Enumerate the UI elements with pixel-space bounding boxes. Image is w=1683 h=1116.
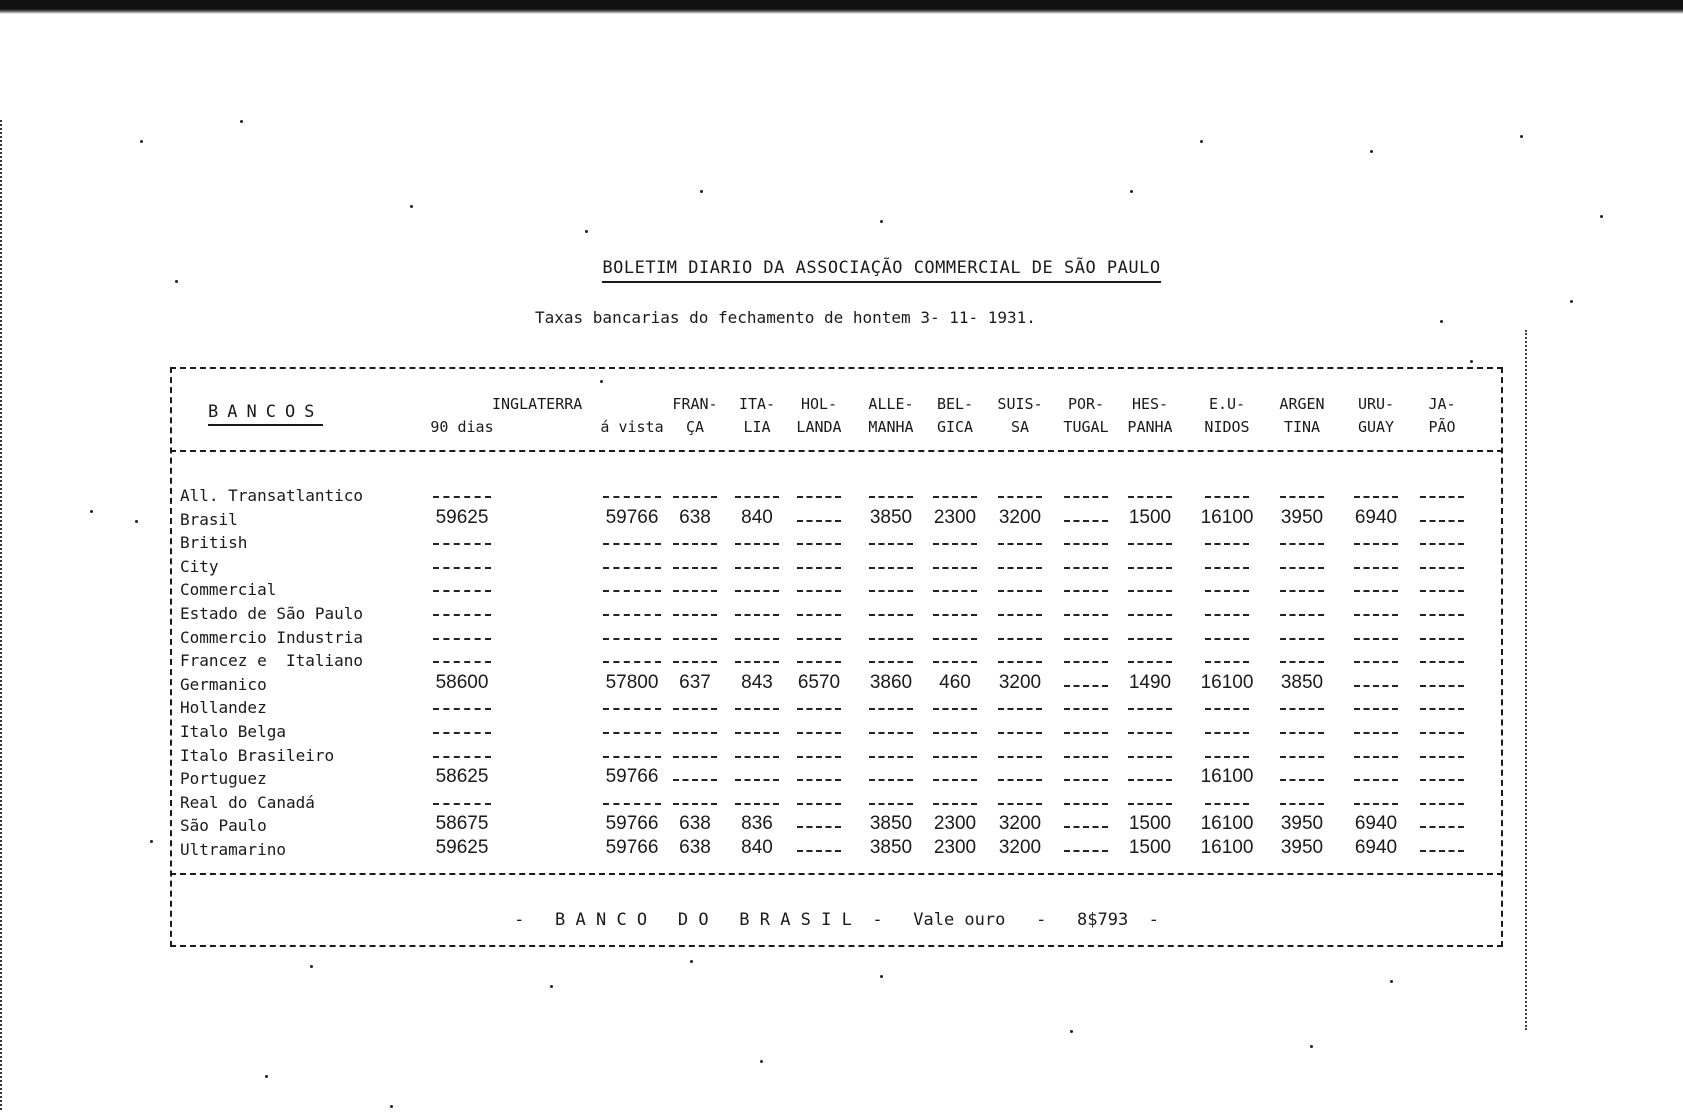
empty-rate-dash [603,661,661,663]
empty-rate-dash [1205,590,1249,592]
empty-rate-dash [933,496,977,498]
column-header-1: á vista [600,418,664,436]
rate-value: 16100 [1200,837,1254,858]
empty-rate-dash [1205,543,1249,545]
empty-rate-dash [1420,543,1464,545]
empty-rate-dash [735,732,779,734]
speck [410,205,413,208]
empty-rate-dash [933,803,977,805]
speck [760,1060,763,1063]
empty-rate-dash [869,661,913,663]
empty-rate-dash [1064,638,1108,640]
rate-value: 3850 [1280,671,1324,693]
empty-rate-dash [735,803,779,805]
empty-rate-dash [1128,803,1172,805]
empty-rate-dash [433,732,491,734]
column-header-0: 90 dias [430,418,494,436]
rate-value: 3850 [869,506,913,528]
bank-name: Italo Belga [180,722,286,741]
bank-name: Hollandez [180,698,267,718]
empty-rate-dash [797,614,841,616]
empty-rate-dash [797,661,841,663]
empty-rate-dash [603,614,661,616]
empty-rate-dash [1128,543,1172,545]
empty-rate-dash [735,708,779,710]
empty-rate-dash [603,590,661,592]
column-header-9: HES- PANHA [1127,395,1173,436]
rate-value: 2300 [933,837,977,858]
empty-rate-dash [1420,661,1464,663]
rate-value: 59766 [605,766,659,788]
speck [1390,980,1393,983]
bank-name: Italo Brasileiro [180,745,335,765]
empty-rate-dash [933,779,977,781]
empty-rate-dash [433,496,491,498]
speck [585,230,588,233]
rate-value: 59625 [435,837,489,858]
empty-rate-dash [1064,567,1108,569]
empty-rate-dash [1420,520,1464,522]
rate-value: 6940 [1354,506,1398,528]
empty-rate-dash [1205,756,1249,758]
empty-rate-dash [603,756,661,758]
empty-rate-dash [735,567,779,569]
empty-rate-dash [735,638,779,640]
speck [1470,360,1473,363]
rate-value: 840 [741,506,773,528]
bank-name: Real do Canadá [180,792,315,812]
rate-value: 1500 [1128,837,1172,858]
empty-rate-dash [797,520,841,522]
empty-rate-dash [603,567,661,569]
rate-value: 16100 [1200,813,1254,835]
empty-rate-dash [673,543,717,545]
rate-value: 16100 [1200,671,1254,693]
empty-rate-dash [1420,567,1464,569]
empty-rate-dash [1064,661,1108,663]
rate-value: 59766 [605,506,659,528]
column-header-8: POR- TUGAL [1063,395,1109,436]
empty-rate-dash [1064,496,1108,498]
empty-rate-dash [433,708,491,710]
rate-value: 58675 [435,813,489,835]
empty-rate-dash [673,661,717,663]
empty-rate-dash [797,732,841,734]
column-header-5: ALLE- MANHA [868,395,914,436]
document-title-text: BOLETIM DIARIO DA ASSOCIAÇÃO COMMERCIAL DE SÃO PAULO [602,258,1160,283]
speck [310,965,313,968]
bank-name: City [180,556,219,576]
rate-value: 3200 [998,671,1042,693]
speck [1370,150,1373,153]
empty-rate-dash [1354,756,1398,758]
header-divider [170,450,1503,452]
rate-value: 6570 [797,671,841,693]
empty-rate-dash [998,638,1042,640]
rate-value: 3850 [869,813,913,835]
speck [550,985,553,988]
empty-rate-dash [998,614,1042,616]
column-header-6: BEL- GICA [936,395,974,436]
empty-rate-dash [998,732,1042,734]
empty-rate-dash [1128,732,1172,734]
empty-rate-dash [797,850,841,852]
rate-value: 58600 [435,671,489,693]
empty-rate-dash [1420,614,1464,616]
rate-value: 1490 [1128,671,1172,693]
empty-rate-dash [998,661,1042,663]
empty-rate-dash [998,708,1042,710]
empty-rate-dash [673,567,717,569]
column-header-13: JA- PÃO [1428,395,1456,436]
speck [700,190,703,193]
empty-rate-dash [1280,803,1324,805]
empty-rate-dash [1420,732,1464,734]
rate-value: 59766 [605,837,659,858]
empty-rate-dash [1354,496,1398,498]
empty-rate-dash [735,756,779,758]
empty-rate-dash [1354,614,1398,616]
empty-rate-dash [1064,708,1108,710]
empty-rate-dash [603,732,661,734]
rate-value: 57800 [605,671,659,693]
empty-rate-dash [869,614,913,616]
empty-rate-dash [673,590,717,592]
rate-value: 6940 [1354,813,1398,835]
empty-rate-dash [1420,685,1464,687]
speck [690,960,693,963]
empty-rate-dash [433,614,491,616]
empty-rate-dash [1128,638,1172,640]
empty-rate-dash [1280,590,1324,592]
speck [390,1105,393,1108]
empty-rate-dash [673,779,717,781]
bank-name: São Paulo [180,816,267,836]
empty-rate-dash [433,543,491,545]
empty-rate-dash [1420,850,1464,852]
empty-rate-dash [797,756,841,758]
rate-value: 6940 [1354,837,1398,858]
empty-rate-dash [1205,567,1249,569]
empty-rate-dash [673,803,717,805]
column-header-3: ITA- LIA [738,395,776,436]
empty-rate-dash [998,756,1042,758]
empty-rate-dash [1420,803,1464,805]
empty-rate-dash [433,638,491,640]
empty-rate-dash [1280,638,1324,640]
speck [1570,300,1573,303]
column-header-2: FRAN- ÇA [672,395,718,436]
empty-rate-dash [673,732,717,734]
empty-rate-dash [1128,708,1172,710]
empty-rate-dash [1205,661,1249,663]
bank-name: Commercial [180,580,277,600]
speck [1070,1030,1073,1033]
empty-rate-dash [1128,567,1172,569]
rates-table-frame [170,367,1503,947]
empty-rate-dash [1128,756,1172,758]
empty-rate-dash [603,496,661,498]
empty-rate-dash [1354,638,1398,640]
rate-value: 638 [679,506,711,528]
empty-rate-dash [797,496,841,498]
empty-rate-dash [1128,496,1172,498]
rate-value: 637 [679,671,711,693]
speck [265,1075,268,1078]
empty-rate-dash [998,590,1042,592]
rate-value: 3200 [998,837,1042,858]
empty-rate-dash [1420,590,1464,592]
empty-rate-dash [869,543,913,545]
speck [1440,320,1443,323]
banco-do-brasil-gold-rate: - B A N C O D O B R A S I L - Vale ouro - 8$793 - [514,910,1159,930]
empty-rate-dash [1128,661,1172,663]
bank-name: Germanico [180,674,267,694]
empty-rate-dash [933,661,977,663]
speck [1600,215,1603,218]
empty-rate-dash [1128,614,1172,616]
empty-rate-dash [1205,708,1249,710]
empty-rate-dash [1205,732,1249,734]
empty-rate-dash [1128,590,1172,592]
speck [90,510,93,513]
empty-rate-dash [1420,756,1464,758]
empty-rate-dash [1280,614,1324,616]
empty-rate-dash [1064,803,1108,805]
empty-rate-dash [1280,567,1324,569]
empty-rate-dash [433,590,491,592]
rate-value: 836 [741,813,773,835]
empty-rate-dash [603,803,661,805]
empty-rate-dash [603,638,661,640]
scan-right-edge [1525,330,1527,1030]
column-header-7: SUIS- SA [997,395,1043,436]
empty-rate-dash [869,590,913,592]
empty-rate-dash [1354,590,1398,592]
rate-value: 1500 [1128,506,1172,528]
empty-rate-dash [433,803,491,805]
rate-value: 638 [679,813,711,835]
empty-rate-dash [433,661,491,663]
banks-column-header: BANCOS [208,402,323,426]
rate-value: 3950 [1280,837,1324,858]
rate-value: 3860 [869,671,913,693]
empty-rate-dash [933,708,977,710]
empty-rate-dash [933,567,977,569]
empty-rate-dash [1280,732,1324,734]
empty-rate-dash [1064,826,1108,828]
speck [1130,190,1133,193]
empty-rate-dash [433,567,491,569]
speck [880,975,883,978]
empty-rate-dash [998,496,1042,498]
rate-value: 460 [939,671,971,693]
speck [135,520,138,523]
empty-rate-dash [998,779,1042,781]
empty-rate-dash [1205,614,1249,616]
empty-rate-dash [869,496,913,498]
speck [880,220,883,223]
speck [1520,135,1523,138]
rate-value: 3200 [998,813,1042,835]
empty-rate-dash [603,708,661,710]
rate-value: 2300 [933,813,977,835]
empty-rate-dash [869,708,913,710]
empty-rate-dash [1420,638,1464,640]
scan-top-edge [0,0,1683,14]
rate-value: 59625 [435,506,489,528]
empty-rate-dash [1280,779,1324,781]
empty-rate-dash [797,803,841,805]
empty-rate-dash [1354,708,1398,710]
empty-rate-dash [1064,756,1108,758]
bank-name: Estado de São Paulo [180,604,364,623]
rate-value: 638 [679,837,711,858]
rate-value: 2300 [933,506,977,528]
empty-rate-dash [1064,590,1108,592]
rate-value: 59766 [605,813,659,835]
empty-rate-dash [1420,826,1464,828]
column-header-11: ARGEN TINA [1279,395,1325,436]
empty-rate-dash [433,756,491,758]
empty-rate-dash [1280,543,1324,545]
empty-rate-dash [869,638,913,640]
empty-rate-dash [1064,850,1108,852]
empty-rate-dash [1280,496,1324,498]
empty-rate-dash [1354,732,1398,734]
empty-rate-dash [1354,661,1398,663]
column-header-4: HOL- LANDA [796,395,842,436]
empty-rate-dash [1354,803,1398,805]
empty-rate-dash [869,803,913,805]
empty-rate-dash [869,732,913,734]
empty-rate-dash [933,638,977,640]
empty-rate-dash [1280,756,1324,758]
empty-rate-dash [1205,803,1249,805]
england-group-header: INGLATERRA [492,395,583,413]
column-header-10: E.U- NIDOS [1204,395,1250,436]
bank-name: British [180,533,248,553]
empty-rate-dash [1354,685,1398,687]
rate-value: 840 [741,837,773,858]
empty-rate-dash [1420,779,1464,781]
footer-divider [170,873,1503,875]
empty-rate-dash [869,756,913,758]
bank-name: Ultramarino [180,840,286,859]
empty-rate-dash [735,543,779,545]
rate-value: 1500 [1128,813,1172,835]
column-header-12: URU- GUAY [1357,395,1395,436]
empty-rate-dash [1205,638,1249,640]
document-title [0,258,1683,283]
rate-value: 16100 [1200,766,1254,788]
empty-rate-dash [998,803,1042,805]
empty-rate-dash [1064,614,1108,616]
empty-rate-dash [735,614,779,616]
rate-value: 3850 [869,837,913,858]
empty-rate-dash [1280,708,1324,710]
speck [1310,1045,1313,1048]
empty-rate-dash [797,567,841,569]
empty-rate-dash [1280,661,1324,663]
empty-rate-dash [933,756,977,758]
speck [1200,140,1203,143]
speck [150,840,153,843]
empty-rate-dash [603,543,661,545]
empty-rate-dash [735,496,779,498]
empty-rate-dash [998,543,1042,545]
empty-rate-dash [933,614,977,616]
empty-rate-dash [1064,779,1108,781]
empty-rate-dash [1420,496,1464,498]
empty-rate-dash [1420,708,1464,710]
bank-name: Commercio Industria [180,627,364,647]
empty-rate-dash [1354,567,1398,569]
speck [140,140,143,143]
empty-rate-dash [735,661,779,663]
empty-rate-dash [1064,543,1108,545]
rate-value: 3950 [1280,813,1324,835]
bank-name: All. Transatlantico [180,486,364,505]
rate-value: 58625 [435,766,489,788]
empty-rate-dash [673,496,717,498]
empty-rate-dash [797,708,841,710]
rate-value: 843 [741,671,773,693]
empty-rate-dash [673,756,717,758]
speck [240,120,243,123]
empty-rate-dash [797,590,841,592]
empty-rate-dash [797,638,841,640]
empty-rate-dash [735,590,779,592]
empty-rate-dash [933,732,977,734]
bank-name: Portuguez [180,769,267,789]
empty-rate-dash [869,567,913,569]
empty-rate-dash [869,779,913,781]
empty-rate-dash [933,543,977,545]
rate-value: 16100 [1200,506,1254,528]
bank-name: Brasil [180,509,238,529]
empty-rate-dash [1064,520,1108,522]
empty-rate-dash [673,614,717,616]
rate-value: 3200 [998,506,1042,528]
empty-rate-dash [673,638,717,640]
empty-rate-dash [797,543,841,545]
empty-rate-dash [1128,779,1172,781]
empty-rate-dash [998,567,1042,569]
empty-rate-dash [1354,543,1398,545]
document-subtitle: Taxas bancarias do fechamento de hontem 3- 11- 1931. [535,308,1036,327]
rate-value: 3950 [1280,506,1324,528]
empty-rate-dash [1354,779,1398,781]
empty-rate-dash [797,779,841,781]
empty-rate-dash [673,708,717,710]
empty-rate-dash [933,590,977,592]
bank-name: Francez e Italiano [180,651,364,671]
empty-rate-dash [1064,685,1108,687]
empty-rate-dash [797,826,841,828]
empty-rate-dash [735,779,779,781]
empty-rate-dash [1064,732,1108,734]
empty-rate-dash [1205,496,1249,498]
